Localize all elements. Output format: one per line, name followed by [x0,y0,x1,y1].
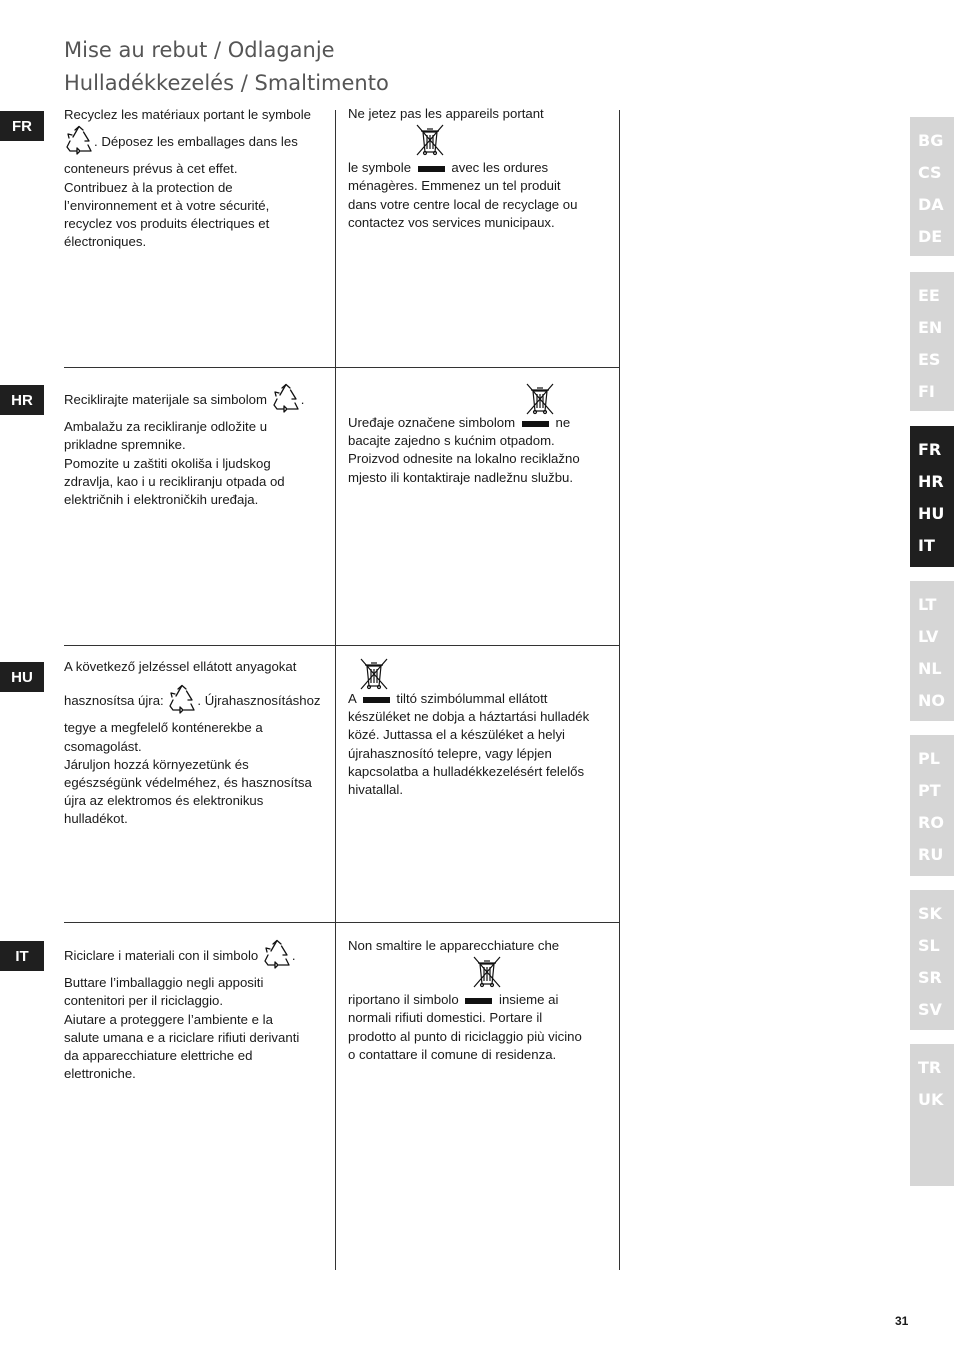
language-index-item[interactable]: LT [918,595,937,614]
language-index-item[interactable]: LV [918,627,939,646]
text-fragment: . [291,948,296,964]
lang-tab-fr: FR [0,111,44,141]
page-title-line-1 [64,38,335,62]
column-divider-right [619,110,620,1270]
text-fragment: . [300,392,305,408]
hr-recycle-text [64,383,329,509]
language-index-group-2 [910,272,954,411]
row-divider [64,645,620,646]
text-line: contactez vos services municipaux. [348,214,555,230]
text-line: újra az elektromos és elektronikus [64,793,264,809]
recycle-icon [167,684,197,719]
text-line: Proizvod odnesite na lokalno reciklažno [348,451,580,467]
recycle-icon [64,125,94,160]
it-recycle-text [64,939,329,1083]
it-disposal-text [348,937,613,1064]
language-index-item-active[interactable]: FR [918,440,942,459]
text-line: A következő jelzéssel ellátott anyagokat [64,659,297,674]
text-line: da apparecchiature elettriche ed [64,1048,253,1064]
language-index-item[interactable]: TR [918,1058,942,1077]
row-divider [64,367,620,368]
title-fr: Mise au rebut [64,38,208,62]
lang-tab-it: IT [0,941,44,971]
text-fragment: insieme ai [499,992,559,1008]
language-index-item[interactable]: ES [918,350,941,369]
text-line: kapcsolatba a hulladékkezelésért felelős [348,763,585,779]
recycle-icon [271,383,301,418]
text-fragment: . Déposez les emballages dans les [94,134,298,150]
crossed-bin-icon [414,123,446,162]
page-number: 31 [895,1314,909,1328]
text-fragment: ne [555,415,571,430]
language-index-item[interactable]: SV [918,1000,942,1019]
language-index-item-active[interactable]: HR [918,472,944,491]
language-index-item[interactable]: UK [918,1090,944,1109]
text-line: électroniques. [64,234,147,250]
black-bar-icon [522,421,549,427]
text-line: Járuljon hozzá környezetünk és [64,756,249,772]
text-line: tegye a megfelelő konténerekbe a [64,720,263,736]
language-index-item-active[interactable]: IT [918,536,935,555]
black-bar-icon [363,697,390,703]
text-line: elettroniche. [64,1066,136,1082]
language-index-group-7 [910,1044,954,1186]
language-index-item[interactable]: DA [918,195,944,214]
language-index-item[interactable]: DE [918,227,943,246]
title-separator: / [214,38,222,62]
language-index-item-active[interactable]: HU [918,504,945,523]
text-fragment: avec les ordures [451,160,549,176]
text-line: Aiutare a proteggere l’ambiente e la [64,1011,273,1027]
language-index-group-active [910,426,954,567]
text-line: közé. Juttassa el a készüléket a helyi [348,727,565,743]
page-title-line-2 [64,71,389,95]
language-index-group-5 [910,735,954,876]
language-index-item[interactable]: SK [918,904,942,923]
text-line: o contattare il comune di residenza. [348,1046,557,1062]
text-line: prodotto al punto di riciclaggio più vicino [348,1028,582,1044]
language-index-group-6 [910,890,954,1030]
language-index-item[interactable]: PL [918,749,940,768]
text-line: Ambalažu za recikliranje odložite u [64,419,268,435]
text-line: Contribuez à la protection de [64,179,233,195]
text-line: ménagères. Emmenez un tel produit [348,178,561,194]
language-index-item[interactable]: RO [918,813,944,832]
fr-disposal-text [348,105,613,232]
recycle-icon [262,939,292,974]
title-hu: Hulladékkezelés [64,71,235,95]
text-line: contenitori per il riciclaggio. [64,993,224,1009]
column-divider [335,110,336,1270]
text-line: l’environnement et à votre sécurité, [64,197,270,213]
title-separator: / [240,71,248,95]
fr-recycle-text [64,106,329,251]
language-index-item[interactable]: EN [918,318,943,337]
language-index-item[interactable]: SR [918,968,942,987]
language-index-item[interactable]: FI [918,382,935,401]
text-fragment: Riciclare i materiali con il simbolo [64,948,259,964]
text-line: salute umana e a riciclare rifiuti derivanti [64,1029,300,1045]
text-line: hivatallal. [348,782,403,798]
title-hr: Odlaganje [227,38,335,62]
language-index-item[interactable]: CS [918,163,942,182]
text-line: egészségünk védelméhez, és hasznosítsa [64,775,312,791]
hr-disposal-text [348,382,613,487]
hu-disposal-text [348,657,613,799]
lang-tab-hr: HR [0,385,44,415]
language-index-item[interactable]: RU [918,845,944,864]
language-index-item[interactable]: NO [918,691,945,710]
row-divider [64,922,620,923]
text-line: bacajte zajedno s kućnim otpadom. [348,433,555,449]
text-fragment: A [348,691,357,706]
text-fragment: Uređaje označene simbolom [348,415,516,430]
language-index-item[interactable]: SL [918,936,940,955]
language-index-item[interactable]: PT [918,781,941,800]
language-index-item[interactable]: EE [918,286,940,305]
text-line: normali rifiuti domestici. Portare il [348,1010,543,1026]
black-bar-icon [418,166,445,172]
language-index-group-4 [910,581,954,721]
text-line: Ne jetez pas les appareils portant [348,106,544,121]
title-it: Smaltimento [254,71,389,95]
text-line: električnih i elektroničkih uređaja. [64,492,259,508]
text-line: dans votre centre local de recyclage ou [348,196,578,212]
language-index-item[interactable]: NL [918,659,942,678]
hu-recycle-text [64,658,329,829]
text-line: prikladne spremnike. [64,437,186,453]
text-line: hulladékot. [64,811,128,827]
text-fragment: Reciklirajte materijale sa simbolom [64,392,268,408]
text-line: zdravlja, kao i u recikliranju otpada od [64,473,285,489]
text-line: csomagolást. [64,738,142,754]
text-line: mjesto ili kontaktiraje nadležnu službu. [348,469,574,485]
language-index-item[interactable]: BG [918,131,944,150]
text-line: conteneurs prévus à cet effet. [64,161,238,177]
text-fragment: le symbole [348,160,412,176]
text-fragment: . Újrahasznosításhoz [197,693,321,709]
text-line: Pomozite u zaštiti okoliša i ljudskog [64,455,271,471]
text-fragment: tiltó szimbólummal ellátott [396,691,548,706]
black-bar-icon [465,998,492,1004]
text-line: Buttare l’imballaggio negli appositi [64,975,264,991]
text-line: recyclez vos produits électriques et [64,216,270,232]
lang-tab-hu: HU [0,662,44,692]
text-fragment: riportano il simbolo [348,992,459,1008]
text-line: újrahasznosító telepre, vagy lépjen [348,745,552,761]
text-line: készüléket ne dobja a háztartási hulladék [348,709,590,725]
crossed-bin-icon [471,955,503,994]
language-index-group-1 [910,117,954,256]
text-fragment: hasznosítsa újra: [64,693,164,709]
text-line: Non smaltire le apparecchiature che [348,938,560,953]
text-line: Recyclez les matériaux portant le symbole [64,107,312,122]
